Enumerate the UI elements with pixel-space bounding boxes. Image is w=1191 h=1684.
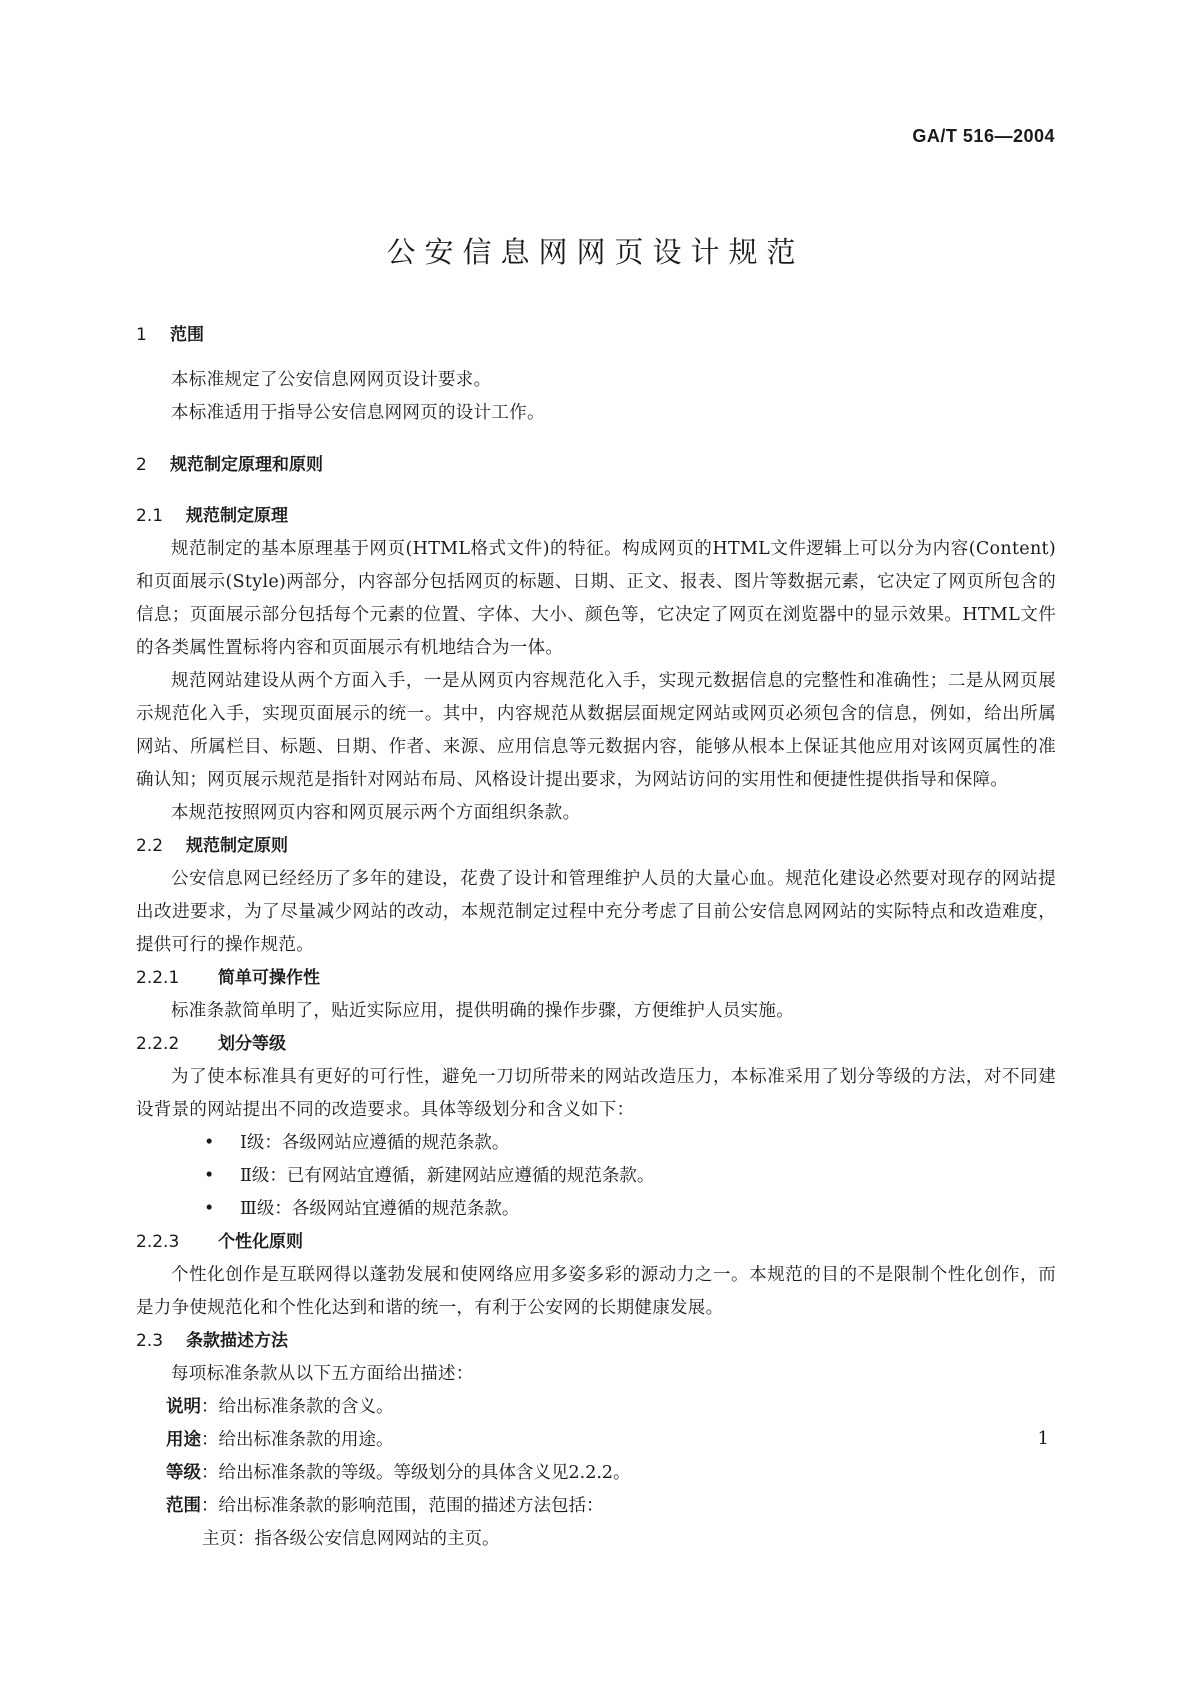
sub-item: 主页：指各级公安信息网网站的主页。 (202, 1529, 500, 1549)
section-title: 规范制定原理和原则 (170, 455, 323, 475)
document-body (136, 318, 1056, 1556)
term-desc: ：给出标准条款的用途。 (201, 1430, 394, 1450)
section-2-2-1-heading (136, 962, 1056, 995)
term-definition (136, 1391, 1056, 1424)
section-number: 2.2.1 (136, 968, 180, 988)
paragraph: 每项标准条款从以下五方面给出描述： (171, 1364, 474, 1384)
section-number: 2.1 (136, 506, 164, 526)
term-definition (136, 1490, 1056, 1523)
page-number: 1 (1037, 1428, 1049, 1449)
section-number: 2 (136, 455, 147, 475)
paragraph: 本标准规定了公安信息网网页设计要求。 (171, 370, 492, 390)
section-2-2-heading (136, 830, 1056, 863)
paragraph: 本标准适用于指导公安信息网网页的设计工作。 (171, 403, 545, 423)
paragraph: 规范网站建设从两个方面入手，一是从网页内容规范化入手，实现元数据信息的完整性和准确性；二是从网页展示规范化入手，实现页面展示的统一。其中，内容规范从数据层面规定网站或网页必须包含的信息，例如，给出所属网站、所属栏目、标题、日期、作者、来源、应用信息等元数据内容，能够从根本上保证其他应用对该网页属性的准确认知；网页展示规范是指针对网站布局、风格设计提出要求，为网站访问的实用性和便捷性提供指导和保障。 (136, 671, 1056, 790)
section-2-1-heading (136, 500, 1056, 533)
section-title: 规范制定原理 (186, 506, 288, 526)
paragraph: 为了使本标准具有更好的可行性，避免一刀切所带来的网站改造压力，本标准采用了划分等级的方法，对不同建设背景的网站提出不同的改造要求。具体等级划分和含义如下： (136, 1067, 1056, 1120)
term-label: 说明 (166, 1397, 201, 1417)
section-title: 规范制定原则 (186, 836, 288, 856)
term-label: 等级 (166, 1463, 201, 1483)
section-title: 条款描述方法 (186, 1331, 288, 1351)
paragraph: 规范制定的基本原理基于网页(HTML格式文件)的特征。构成网页的HTML文件逻辑上可以分为内容(Content)和页面展示(Style)两部分，内容部分包括网页的标题、日期、正文、报表、图片等数据元素，它决定了网页所包含的信息；页面展示部分包括每个元素的位置、字体、大小、颜色等，它决定了网页在浏览器中的显示效果。HTML文件的各类属性置标将内容和页面展示有机地结合为一体。 (136, 539, 1056, 658)
section-number: 2.3 (136, 1331, 164, 1351)
section-number: 2.2 (136, 836, 164, 856)
paragraph: 个性化创作是互联网得以蓬勃发展和使网络应用多姿多彩的源动力之一。本规范的目的不是限制个性化创作，而是力争使规范化和个性化达到和谐的统一，有利于公安网的长期健康发展。 (136, 1265, 1056, 1318)
section-2-heading (136, 448, 1056, 482)
section-number: 1 (136, 325, 147, 345)
bullet-icon: • (204, 1166, 215, 1186)
section-number: 2.2.3 (136, 1232, 180, 1252)
list-item: • Ⅱ级：已有网站宜遵循，新建网站应遵循的规范条款。 (136, 1160, 1056, 1193)
term-desc: ：给出标准条款的等级。等级划分的具体含义见2.2.2。 (201, 1463, 631, 1483)
term-definition (136, 1457, 1056, 1490)
section-title: 划分等级 (218, 1034, 286, 1054)
document-title: 公安信息网网页设计规范 (386, 235, 805, 269)
section-title: 个性化原则 (218, 1232, 303, 1252)
term-label: 用途 (166, 1430, 201, 1450)
list-item: • Ⅰ级：各级网站应遵循的规范条款。 (136, 1127, 1056, 1160)
list-item: • Ⅲ级：各级网站宜遵循的规范条款。 (136, 1193, 1056, 1226)
paragraph: 本规范按照网页内容和网页展示两个方面组织条款。 (171, 803, 581, 823)
section-2-3-heading (136, 1325, 1056, 1358)
term-definition (136, 1424, 1056, 1457)
standard-code: GA/T 516—2004 (912, 126, 1055, 146)
section-2-2-3-heading (136, 1226, 1056, 1259)
bullet-icon: • (204, 1133, 215, 1153)
section-2-2-2-heading (136, 1028, 1056, 1061)
term-desc: ：给出标准条款的影响范围，范围的描述方法包括： (201, 1496, 604, 1516)
term-label: 范围 (166, 1496, 201, 1516)
paragraph: 标准条款简单明了，贴近实际应用，提供明确的操作步骤，方便维护人员实施。 (171, 1001, 794, 1021)
paragraph: 公安信息网已经经历了多年的建设，花费了设计和管理维护人员的大量心血。规范化建设必然要对现存的网站提出改进要求，为了尽量减少网站的改动，本规范制定过程中充分考虑了目前公安信息网网站的实际特点和改造难度，提供可行的操作规范。 (136, 869, 1056, 955)
term-desc: ：给出标准条款的含义。 (201, 1397, 394, 1417)
bullet-icon: • (204, 1199, 215, 1219)
section-title: 范围 (170, 325, 204, 345)
section-1-heading (136, 318, 1056, 352)
section-number: 2.2.2 (136, 1034, 180, 1054)
level-list (136, 1127, 1056, 1226)
section-title: 简单可操作性 (218, 968, 320, 988)
